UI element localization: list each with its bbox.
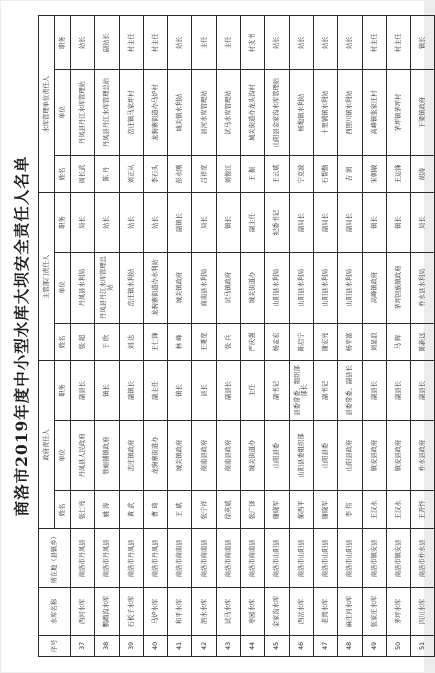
cell-gov-name: 曹 琦	[143, 491, 167, 529]
cell-seq: 50	[386, 635, 410, 656]
cell-mgmt-duty: 站长	[313, 16, 337, 70]
cell-seq: 40	[143, 635, 167, 656]
cell-location: 商洛市丹凤县	[71, 529, 95, 588]
header-government-responsible: 政府责任人	[39, 361, 55, 529]
cell-location: 商洛市山阳县	[289, 529, 313, 588]
cell-gov-unit: 镇安县政府	[362, 420, 386, 491]
cell-gov-duty: 镇长	[95, 361, 119, 420]
cell-location: 商洛市丹凤县	[119, 529, 143, 588]
cell-reservoir-name: 鹦鹉沟水库	[95, 588, 119, 635]
cell-location: 商洛市山阳县	[338, 529, 362, 588]
cell-reservoir-name: 马炉水库	[143, 588, 167, 635]
header-row-groups	[39, 16, 55, 657]
cell-mgmt-unit: 十里铺镇水利站	[313, 70, 337, 155]
cell-dept-name: 谢宏亮	[313, 323, 337, 361]
cell-dept-unit: 峦庄镇水利站	[119, 252, 143, 323]
cell-reservoir-name: 金家沟水库	[265, 588, 289, 635]
cell-dept-duty: 站长	[95, 193, 119, 252]
cell-mgmt-unit: 城关街道办龙头沟村	[241, 70, 265, 155]
header-dept-duty: 职务	[55, 193, 71, 252]
cell-gov-name: 谢晓军	[265, 491, 289, 529]
cell-mgmt-duty: 主任	[216, 16, 240, 70]
cell-mgmt-name: 吕祥宽	[192, 155, 216, 193]
cell-mgmt-duty: 站长	[289, 16, 313, 70]
cell-dept-duty: 局长	[71, 193, 95, 252]
cell-location: 商洛市镇安县	[386, 529, 410, 588]
cell-mgmt-name: 周长武	[71, 155, 95, 193]
cell-gov-name: 姚 涛	[95, 491, 119, 529]
cell-gov-name: 王汉永	[362, 491, 386, 529]
cell-dept-unit: 龙驹寨街道办水利站	[143, 252, 167, 323]
table-row	[265, 16, 289, 657]
cell-location: 商洛市商南县	[168, 529, 192, 588]
cell-mgmt-duty: 站长	[265, 16, 289, 70]
header-management-responsible: 水库管理单位责任人	[39, 16, 55, 193]
cell-dept-name: 严庆强	[241, 323, 265, 361]
cell-seq: 49	[362, 635, 386, 656]
header-location: 所在地（县镇乡）	[39, 529, 71, 588]
cell-mgmt-name: 王云斌	[265, 155, 289, 193]
cell-dept-name: 王秉宽	[192, 323, 216, 361]
document-title: 商洛市2019年度中小型水库大坝安全责任人名单	[12, 155, 31, 517]
cell-gov-name: 张广泽	[241, 491, 265, 529]
cell-gov-duty: 主任	[241, 361, 265, 420]
cell-dept-name: 刘显浪	[362, 323, 386, 361]
header-department-responsible: 主管部门责任人	[39, 193, 55, 361]
cell-location: 商洛市丹凤县	[143, 529, 167, 588]
cell-location: 商洛市镇安县	[362, 529, 386, 588]
cell-gov-duty: 副主任	[143, 361, 167, 420]
cell-dept-duty: 副镇长	[168, 193, 192, 252]
cell-gov-unit: 山阳县委组织部	[289, 420, 313, 491]
cell-mgmt-duty: 副站长	[95, 16, 119, 70]
cell-seq: 38	[95, 635, 119, 656]
cell-mgmt-unit: 丹凤县丹江水库管理总站	[95, 70, 119, 155]
cell-mgmt-unit: 下梁镇政府	[411, 70, 435, 155]
header-seq: 序号	[39, 635, 71, 656]
cell-gov-unit: 龙驹寨街道办	[143, 420, 167, 491]
cell-mgmt-unit: 峦庄镇马家坪村	[119, 70, 143, 155]
table-row	[411, 16, 435, 657]
table-row	[95, 16, 119, 657]
cell-dept-duty: 副主任	[241, 193, 265, 252]
cell-gov-name: 王 斌	[168, 491, 192, 529]
cell-dept-unit: 山阳县水利局	[289, 252, 313, 323]
cell-reservoir-name: 和平水库	[168, 588, 192, 635]
cell-mgmt-name: 李石头	[143, 155, 167, 193]
header-mgmt-name: 姓名	[55, 155, 71, 193]
cell-gov-duty: 副县长	[71, 361, 95, 420]
table-row	[119, 16, 143, 657]
cell-reservoir-name: 西河水库	[71, 588, 95, 635]
rotated-document	[4, 11, 427, 661]
cell-dept-name: 杨平富	[338, 323, 362, 361]
cell-dept-name: 王仁锋	[143, 323, 167, 361]
cell-seq: 44	[241, 635, 265, 656]
cell-mgmt-unit: 山阳县金家沟水库管理站	[265, 70, 289, 155]
cell-location: 商洛市山阳县	[313, 529, 337, 588]
cell-dept-name: 林 峰	[168, 323, 192, 361]
responsibility-table-wrap	[38, 15, 435, 657]
scanned-page	[1, 1, 427, 672]
cell-reservoir-name: 张家庄水库	[362, 588, 386, 635]
cell-mgmt-unit: 试马水库管理站	[216, 70, 240, 155]
cell-location: 商洛市商南县	[192, 529, 216, 588]
cell-dept-unit: 试马镇政府	[216, 252, 240, 323]
cell-mgmt-duty: 村主任	[143, 16, 167, 70]
cell-mgmt-unit: 城关镇水利站	[168, 70, 192, 155]
cell-gov-duty: 县委常委、组织部部长	[289, 361, 313, 420]
cell-gov-duty: 副书记	[313, 361, 337, 420]
cell-reservoir-name: 四川水库	[411, 588, 435, 635]
cell-mgmt-name: 刘正从	[119, 155, 143, 193]
cell-dept-duty: 局长	[192, 193, 216, 252]
cell-mgmt-unit: 茅坪镇茅坪村	[386, 70, 410, 155]
header-dept-unit: 单位	[55, 252, 71, 323]
header-reservoir-name: 水库名称	[39, 588, 71, 635]
cell-reservoir-name: 枣园水库	[241, 588, 265, 635]
cell-gov-name: 王开怀	[411, 491, 435, 529]
cell-gov-unit: 铁峪铺镇政府	[95, 420, 119, 491]
cell-gov-name: 郝西平	[289, 491, 313, 529]
cell-mgmt-name: 王运锋	[386, 155, 410, 193]
cell-dept-duty: 纪委书记	[265, 193, 289, 252]
cell-mgmt-duty: 村主任	[386, 16, 410, 70]
cell-reservoir-name: 西岔水库	[289, 588, 313, 635]
cell-mgmt-duty: 主任	[192, 16, 216, 70]
cell-dept-unit: 山阳县水利局	[338, 252, 362, 323]
cell-gov-unit: 城关街道办	[241, 420, 265, 491]
cell-reservoir-name: 老湾水库	[313, 588, 337, 635]
cell-gov-unit: 丹凤县人民政府	[71, 420, 95, 491]
cell-gov-unit: 山阳县委	[313, 420, 337, 491]
cell-dept-unit: 商南县水利局	[192, 252, 216, 323]
cell-gov-duty: 镇长	[168, 361, 192, 420]
cell-dept-duty: 镇长	[386, 193, 410, 252]
cell-mgmt-name: 吉 润	[338, 155, 362, 193]
cell-mgmt-unit: 杨地镇水利站	[289, 70, 313, 155]
cell-gov-unit: 山阳县政府	[338, 420, 362, 491]
cell-mgmt-name: 胡涛	[411, 155, 435, 193]
cell-gov-duty: 副书记	[265, 361, 289, 420]
header-gov-duty: 职务	[55, 361, 71, 420]
cell-seq: 41	[168, 635, 192, 656]
cell-gov-unit: 山阳县委	[265, 420, 289, 491]
cell-mgmt-duty: 站长	[338, 16, 362, 70]
cell-seq: 47	[313, 635, 337, 656]
table-row	[143, 16, 167, 657]
cell-mgmt-unit: 高峰镇张家庄村	[362, 70, 386, 155]
cell-seq: 43	[216, 635, 240, 656]
cell-dept-duty: 站长	[143, 193, 167, 252]
cell-gov-duty: 副县长	[386, 361, 410, 420]
cell-mgmt-duty: 站长	[168, 16, 192, 70]
cell-mgmt-duty: 镇长	[411, 16, 435, 70]
table-row	[241, 16, 265, 657]
cell-gov-duty: 副县长	[216, 361, 240, 420]
table-body	[71, 16, 435, 657]
cell-dept-unit: 柞水县水利局	[411, 252, 435, 323]
cell-seq: 51	[411, 635, 435, 656]
cell-seq: 48	[338, 635, 362, 656]
table-row	[338, 16, 362, 657]
cell-dept-unit: 茅坪回族镇政府	[386, 252, 410, 323]
cell-gov-name: 张仁亮	[71, 491, 95, 529]
cell-reservoir-name: 试马水库	[216, 588, 240, 635]
cell-gov-unit: 柞水县政府	[411, 420, 435, 491]
header-gov-name: 姓名	[55, 491, 71, 529]
cell-seq: 46	[289, 635, 313, 656]
cell-gov-unit: 峦庄镇政府	[119, 420, 143, 491]
responsibility-table	[38, 15, 435, 657]
cell-mgmt-name: 石帮勤	[313, 155, 337, 193]
cell-reservoir-name: 石板子水库	[119, 588, 143, 635]
cell-dept-duty: 副局长	[289, 193, 313, 252]
cell-gov-name: 谢晓军	[313, 491, 337, 529]
cell-gov-unit: 商南县政府	[192, 420, 216, 491]
cell-gov-duty: 县委常委、副县长	[338, 361, 362, 420]
table-row	[192, 16, 216, 657]
cell-gov-name: 王汉永	[386, 491, 410, 529]
cell-dept-name: 刘 达	[119, 323, 143, 361]
cell-location: 商洛市商南县	[216, 529, 240, 588]
table-row	[362, 16, 386, 657]
cell-gov-name: 黄 武	[119, 491, 143, 529]
header-gov-unit: 单位	[55, 420, 71, 491]
cell-gov-duty: 县长	[192, 361, 216, 420]
cell-dept-name: 于 欣	[95, 323, 119, 361]
cell-mgmt-name: 宋朝敏	[362, 155, 386, 193]
cell-mgmt-duty: 村主任	[362, 16, 386, 70]
cell-gov-duty: 副县长	[362, 361, 386, 420]
cell-seq: 37	[71, 635, 95, 656]
cell-dept-name: 陈新远	[411, 323, 435, 361]
cell-dept-unit: 城关街道办	[241, 252, 265, 323]
cell-reservoir-name: 麻庄河水库	[338, 588, 362, 635]
cell-gov-unit: 城关镇政府	[168, 420, 192, 491]
cell-dept-name: 马 辉	[386, 323, 410, 361]
cell-gov-unit: 商南县政府	[216, 420, 240, 491]
cell-dept-duty: 局长	[411, 193, 435, 252]
cell-seq: 39	[119, 635, 143, 656]
header-mgmt-unit: 单位	[55, 70, 71, 155]
cell-dept-unit: 山阳县水利局	[313, 252, 337, 323]
cell-gov-name: 徐英斌	[216, 491, 240, 529]
table-row	[289, 16, 313, 657]
cell-mgmt-name: 刘俊江	[216, 155, 240, 193]
cell-reservoir-name: 茅坪水库	[386, 588, 410, 635]
header-dept-name: 姓名	[55, 323, 71, 361]
cell-dept-duty: 镇长	[216, 193, 240, 252]
cell-seq: 42	[192, 635, 216, 656]
header-mgmt-duty: 职务	[55, 16, 71, 70]
cell-dept-unit: 城关镇政府	[168, 252, 192, 323]
cell-dept-unit: 高峰镇政府	[362, 252, 386, 323]
cell-dept-unit: 山阳县水利局	[265, 252, 289, 323]
cell-dept-duty: 副局长	[313, 193, 337, 252]
cell-mgmt-unit: 丹凤县丹江水库管理站	[71, 70, 95, 155]
table-row	[386, 16, 410, 657]
cell-mgmt-name: 宁克波	[289, 155, 313, 193]
cell-reservoir-name: 泗水水库	[192, 588, 216, 635]
cell-dept-name: 杨孟宏	[265, 323, 289, 361]
cell-dept-unit: 丹凤县丹江水库管理总站	[95, 252, 119, 323]
cell-mgmt-name: 王 振	[241, 155, 265, 193]
cell-dept-duty: 镇长	[362, 193, 386, 252]
cell-location: 商洛市柞水县	[411, 529, 435, 588]
cell-dept-name: 陈启宁	[289, 323, 313, 361]
cell-location: 商洛市商南县	[241, 529, 265, 588]
cell-mgmt-name: 陈 丹	[95, 155, 119, 193]
cell-gov-unit: 镇安县政府	[386, 420, 410, 491]
cell-mgmt-duty: 村支书	[241, 16, 265, 70]
cell-gov-name: 李 伟	[338, 491, 362, 529]
cell-mgmt-unit: 西照川镇水利站	[338, 70, 362, 155]
cell-location: 商洛市山阳县	[265, 529, 289, 588]
cell-mgmt-duty: 村主任	[119, 16, 143, 70]
cell-dept-name: 张 兵	[216, 323, 240, 361]
cell-seq: 45	[265, 635, 289, 656]
cell-mgmt-name: 彭永刚	[168, 155, 192, 193]
cell-gov-duty: 副县长	[411, 361, 435, 420]
cell-dept-duty: 站长	[119, 193, 143, 252]
cell-mgmt-unit: 龙驹寨街道办马炉村	[143, 70, 167, 155]
cell-dept-unit: 丹凤县水利局	[71, 252, 95, 323]
table-row	[168, 16, 192, 657]
cell-gov-name: 张宁祥	[192, 491, 216, 529]
table-row	[313, 16, 337, 657]
table-row	[71, 16, 95, 657]
cell-mgmt-unit: 县河水库管理站	[192, 70, 216, 155]
table-row	[216, 16, 240, 657]
cell-dept-name: 张 超	[71, 323, 95, 361]
cell-gov-duty: 副镇长	[119, 361, 143, 420]
cell-mgmt-duty: 站长	[71, 16, 95, 70]
cell-location: 商洛市丹凤县	[95, 529, 119, 588]
cell-dept-duty: 副局长	[338, 193, 362, 252]
